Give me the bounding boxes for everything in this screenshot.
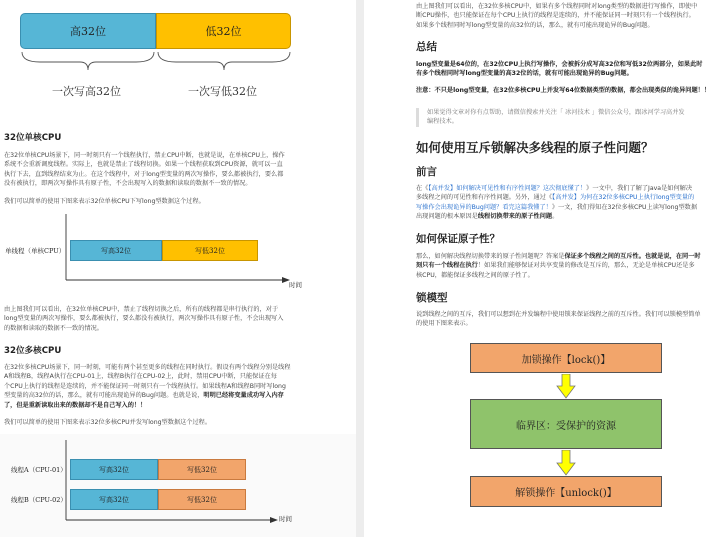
lock-model-title: 锁模型 [416,292,448,304]
left-page [0,0,356,537]
text-fragment: 出现问题的根本原因是 [416,213,478,221]
preface-title: 前言 [416,166,437,178]
text-line: 的使用下图来表示。 [416,320,472,328]
unlock-operation-box [470,476,662,507]
paragraph-fig3-intro: 我们可以简单的使用下图来表示32位多核CPU并发写long型数据这个过程。 [4,419,212,426]
fig3-row1-label: 线程A（CPU-01） [11,466,67,474]
article-link-long-bug-cont[interactable]: 写操作会出现诡异的Bug问题？看完这篇我懂了！ [416,203,552,211]
article-link-visibility[interactable]: 【高并发】如何解决可见性和有序性问题？这次彻底懂了！ [428,185,587,192]
arrow-down-icon [556,450,576,476]
wechat-quote [416,108,716,127]
bold-text: 明明已经将变量成功写入内存 [203,392,284,400]
paragraph-single-core [4,151,352,189]
text-fragment: 那么，如何解决线程切换带来的原子性问题呢？答案是 [416,253,565,260]
bold-text: 线程切换带来的原子性问题 [477,213,553,221]
article-link-long-bug[interactable]: 【高并发】为何在32位多核CPU上执行long型变量的 [552,194,695,202]
text-line: 断CPU操作，也只能保证在每个CPU上执行的线程是连续的，并不能保证同一时刻只有一个线程执行。 [416,12,695,20]
text-line: 核CPU，都能保证多线程之间的原子性了。 [416,271,534,279]
text-fragment: ！如果我们能够保证对共享变量的修改是互斥的，那么，无论是单核CPU还是多 [477,262,695,270]
text-line: 在32位单核CPU场景下，同一时刻只有一个线程执行，禁止CPU中断，也就是说，在单核CPU上，操作 [4,152,285,159]
fig3-low-label: 写低32位 [187,465,217,474]
paragraph-fig2-explain [4,305,352,333]
fig1-caption-left: 一次写高32位 [52,85,121,98]
fig3-high-label: 写高32位 [99,465,129,474]
unlock-operation-label: 解锁操作【unlock()】 [515,488,617,499]
fig2-low-label: 写低32位 [195,246,225,255]
paragraph-fig2-intro: 我们可以简单的使用下图来表示32位单核CPU下写long型数据这个过程。 [4,198,205,205]
text-line: 有多个线程同时写long型变量的高32位的话，就有可能出现诡异的Bug问题。 [416,70,633,78]
fig3-row2-high-box [70,489,158,510]
bold-text: 保证多个线程之间的互斥性。也就是说，在同一时 [564,253,701,260]
critical-section-label: 临界区：受保护的资源 [516,420,616,432]
text-line: 系统不会重新调度线程。实际上，也就是禁止了线程切换。如果一个线程获取到CPU资源，就可以一直 [4,161,283,169]
paragraph-multi-core-explain [416,2,716,30]
critical-section-box [470,399,662,449]
text-line: 说到线程之间的互斥，我们可以想到在并发编程中使用锁来保证线程之前的互斥性。我们可以锁模型简单 [416,311,701,318]
section-title-multi-core: 32位多核CPU [4,346,62,356]
text-line: 由上图我们可以看出，在32位单核CPU中，禁止了线程切换之后，所有的线程都是串行执行的，对于 [4,306,279,313]
right-page [364,0,720,537]
text-line: 如果觉得文章对你有点帮助，请微信搜索并关注「 冰河技术 」微信公众号，跟冰河学习高并发 [427,109,685,116]
text-line: 编程技术。 [427,118,458,126]
fig2-high-label: 写高32位 [101,246,131,255]
bold-text: 了，但是重新读取出来的数据却不是自己写入的！！ [4,401,147,409]
lock-model-paragraph [416,310,716,329]
fig3-low-label: 写低32位 [187,495,217,504]
guarantee-title: 如何保证原子性？ [416,233,500,245]
arrow-down-icon [556,374,576,399]
fig3-row1-low-box [158,459,246,480]
fig2-high-box [70,240,162,261]
bold-text: 刻只有一个线程在执行 [416,262,478,270]
text-fragment: 。 [552,213,559,221]
fig3-axes [0,434,356,537]
lock-operation-box [470,343,662,373]
preface-paragraph [416,184,716,222]
fig3-high-label: 写高32位 [99,495,129,504]
text-line: 由上图我们可以看出，在32位多核CPU中，如果有多个线程同时对long类型的数据进行写操作，即使中 [416,3,698,10]
text-line: 如果多个线程同时写long型变量的高32位的话，那么，就有可能出现诡异的Bug问题。 [416,21,654,29]
text-fragment: 》一文，我们得知在32位多核CPU上读写long型数据 [551,203,698,211]
lock-operation-label: 加锁操作【lock()】 [521,354,611,366]
text-line: 的数据和读取的数据不一致的情况。 [4,324,103,332]
text-fragment: 在《 [416,185,429,192]
text-line: 没有被执行，即两次写操作具有原子性，不会出现写入的数据和读取的数据不一致的情况。 [4,180,252,188]
text-line: 个CPU上执行的线程是连续的，并不能保证同一时刻只有一个线程执行。如果线程A和线程B同时写long [4,382,286,390]
fig1-caption-right: 一次写低32位 [188,85,257,98]
article-title: 如何使用互斥锁解决多线程的原子性问题？ [416,140,654,155]
text-line: 型变量的高32位的话，那么，就有可能出现诡异的Bug问题。也就是说， [4,392,204,400]
fig2-row-label: 单线程（单核CPU） [5,247,66,255]
summary-paragraph [416,60,716,79]
fig3-row2-label: 线程B（CPU-02） [11,496,67,504]
text-line: long型变量是64位的，在32位CPU上执行写操作，会被拆分成写高32位和写低32位两部分，如果此时 [416,61,703,68]
fig3-row2-low-box [158,489,246,510]
text-fragment: 》一文中，我们了解了Java是如何解决 [586,185,693,192]
fig3-axis-label: 时间 [279,515,292,523]
guarantee-paragraph [416,252,716,280]
summary-note: 注意：不只是long型变量，在32位多核CPU上并发写64位数据类型的数据，都会出现类似的诡异问题！！ [416,87,711,94]
text-line: 执行下去，直到线程结束为止。在这个线程中，对于long型变量的两次写操作，要么都被执行，要么都 [4,170,284,178]
text-line: long型变量的两次写操作，要么都被执行，要么都没有被执行，两次写操作具有原子性，不会出现写入 [4,315,284,323]
text-fragment: 多线程之间的可见性和有序性问题。另外，通过《 [416,194,553,202]
section-title-single-core: 32位单核CPU [4,133,62,143]
fig2-low-box [162,240,258,261]
text-line: 在32位多核CPU场景下，同一时刻，可能有两个甚至更多的线程在同时执行。假设有两个线程分别是线程 [4,364,291,371]
summary-title: 总结 [416,41,437,53]
fig1-high-label: 高32位 [70,25,106,38]
text-line: A和线程B，线程A执行在CPU-01上，线程B执行在CPU-02上，此时，禁用CPU中断，只能保证在每 [4,373,277,381]
paragraph-multi-core [4,363,352,410]
fig3-row1-high-box [70,459,158,480]
fig2-axis-label: 时间 [289,281,302,289]
fig1-low-label: 低32位 [205,25,242,38]
